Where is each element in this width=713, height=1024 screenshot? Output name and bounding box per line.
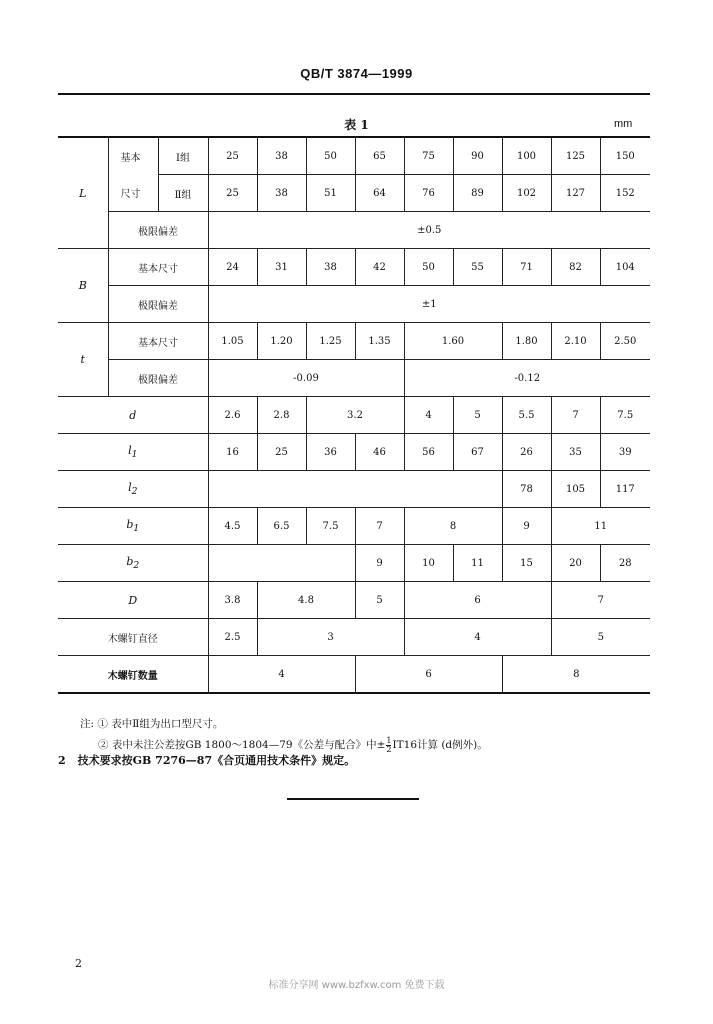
note-1 [80, 714, 488, 735]
symbol-l1-main: l [128, 443, 132, 457]
note-1-text: ① 表中Ⅱ组为出口型尺寸。 [97, 718, 224, 730]
table-row [58, 286, 650, 323]
symbol-b2-main: b [126, 554, 134, 568]
page-number: 2 [75, 957, 82, 970]
fraction-one-half [386, 737, 391, 754]
table-cell: 152 [600, 175, 650, 212]
table-cell: 4 [208, 656, 355, 694]
table-row [58, 471, 650, 508]
table-cell: 64 [355, 175, 404, 212]
symbol-b2 [58, 545, 208, 582]
table-cell: 150 [600, 137, 650, 175]
tolerance-value: ±0.5 [208, 212, 650, 249]
tolerance-label: 极限偏差 [108, 212, 208, 249]
table-cell: 5 [551, 619, 650, 656]
table-cell: 7 [355, 508, 404, 545]
table-cell: 3 [257, 619, 404, 656]
table-cell: 1.25 [306, 323, 355, 360]
table-cell: 105 [551, 471, 600, 508]
table-row [58, 582, 650, 619]
table-unit: mm [614, 118, 633, 130]
symbol-l1-sub: 1 [131, 449, 138, 461]
symbol-D: D [58, 582, 208, 619]
table-cell: 38 [257, 175, 306, 212]
table-cell: 25 [208, 175, 257, 212]
fraction-numerator: 1 [386, 735, 392, 745]
clause-text: 技术要求按GB 7276—87《合页通用技术条件》规定。 [77, 754, 356, 767]
table-cell: 6 [355, 656, 502, 694]
table-cell: 2.8 [257, 397, 306, 434]
table-cell: 5.5 [502, 397, 551, 434]
tolerance-value: ±1 [208, 286, 650, 323]
table-cell: 16 [208, 434, 257, 471]
screw-count-label: 木螺钉数量 [58, 656, 208, 694]
table-cell: 102 [502, 175, 551, 212]
table-cell: 11 [551, 508, 650, 545]
symbol-b1-sub: 1 [133, 523, 140, 535]
screw-diameter-label: 木螺钉直径 [58, 619, 208, 656]
table-cell: 2.6 [208, 397, 257, 434]
table-cell: 1.35 [355, 323, 404, 360]
table-cell: 7 [551, 397, 600, 434]
table-cell: 1.80 [502, 323, 551, 360]
table-cell: 7 [551, 582, 650, 619]
basic-size-label-top: 基本 [108, 137, 158, 175]
note-2-text-a: ② 表中未注公差按GB 1800～1804—79《公差与配合》中± [98, 739, 386, 751]
table-cell: 67 [453, 434, 502, 471]
group2-label: Ⅱ组 [158, 175, 208, 212]
table-caption: 表 1 [344, 118, 369, 132]
basic-size-label-bottom: 尺寸 [108, 175, 158, 212]
table-cell: 117 [600, 471, 650, 508]
table-cell: 25 [208, 137, 257, 175]
basic-size-label: 基本尺寸 [108, 323, 208, 360]
table-cell: 56 [404, 434, 453, 471]
table-cell: 8 [502, 656, 650, 694]
basic-size-label: 基本尺寸 [108, 249, 208, 286]
symbol-l1 [58, 434, 208, 471]
table-cell: 1.20 [257, 323, 306, 360]
notes-prefix: 注: [80, 718, 95, 730]
table-row [58, 508, 650, 545]
tolerance-value: -0.09 [208, 360, 404, 397]
symbol-l2-main: l [128, 480, 132, 494]
symbol-b2-sub: 2 [133, 560, 140, 572]
group1-label: Ⅰ组 [158, 137, 208, 175]
table-cell: 51 [306, 175, 355, 212]
table-cell: 127 [551, 175, 600, 212]
empty-cell [208, 471, 502, 508]
table-cell: 38 [257, 137, 306, 175]
table-row [58, 323, 650, 360]
end-rule [287, 798, 419, 800]
table-cell: 9 [502, 508, 551, 545]
table-cell: 76 [404, 175, 453, 212]
table-cell: 36 [306, 434, 355, 471]
table-cell: 9 [355, 545, 404, 582]
symbol-t: t [58, 323, 108, 397]
table-cell: 24 [208, 249, 257, 286]
table-cell: 3.8 [208, 582, 257, 619]
table-cell: 7.5 [600, 397, 650, 434]
watermark: 标准分享网 www.bzfxw.com 免费下载 [268, 980, 445, 991]
tolerance-label: 极限偏差 [108, 286, 208, 323]
symbol-b1-main: b [126, 517, 134, 531]
table-cell: 125 [551, 137, 600, 175]
table-cell: 11 [453, 545, 502, 582]
table-cell: 5 [355, 582, 404, 619]
table-cell: 5 [453, 397, 502, 434]
table-cell: 42 [355, 249, 404, 286]
table-row [58, 360, 650, 397]
empty-cell [208, 545, 355, 582]
table-cell: 3.2 [306, 397, 404, 434]
table-cell: 7.5 [306, 508, 355, 545]
symbol-l2-sub: 2 [131, 486, 138, 498]
table-cell: 10 [404, 545, 453, 582]
table-cell: 31 [257, 249, 306, 286]
header-rule [58, 93, 650, 95]
table-cell: 38 [306, 249, 355, 286]
table-row [58, 175, 650, 212]
table-cell: 50 [306, 137, 355, 175]
table-cell: 90 [453, 137, 502, 175]
table-cell: 4 [404, 619, 551, 656]
table-row [58, 249, 650, 286]
symbol-d: d [58, 397, 208, 434]
table-cell: 71 [502, 249, 551, 286]
table-cell: 2.50 [600, 323, 650, 360]
table-cell: 6 [404, 582, 551, 619]
table-cell: 6.5 [257, 508, 306, 545]
table-cell: 8 [404, 508, 502, 545]
tolerance-label: 极限偏差 [108, 360, 208, 397]
table-cell: 50 [404, 249, 453, 286]
table-cell: 20 [551, 545, 600, 582]
table-cell: 4.8 [257, 582, 355, 619]
table-cell: 78 [502, 471, 551, 508]
table-cell: 104 [600, 249, 650, 286]
table-cell: 2.10 [551, 323, 600, 360]
table-cell: 25 [257, 434, 306, 471]
table-row [58, 212, 650, 249]
table-cell: 4 [404, 397, 453, 434]
table-notes [80, 714, 488, 756]
tolerance-value: -0.12 [404, 360, 650, 397]
table-cell: 1.60 [404, 323, 502, 360]
symbol-b1 [58, 508, 208, 545]
table-cell: 2.5 [208, 619, 257, 656]
symbol-B: B [58, 249, 108, 323]
table-cell: 82 [551, 249, 600, 286]
fraction-denominator: 2 [386, 744, 392, 754]
clause-2 [58, 752, 355, 768]
table-cell: 75 [404, 137, 453, 175]
note-2-text-b: IT16计算 (d例外)。 [392, 739, 488, 751]
clause-number: 2 [58, 754, 66, 767]
table-cell: 28 [600, 545, 650, 582]
table-row [58, 397, 650, 434]
table-cell: 39 [600, 434, 650, 471]
table-row [58, 137, 650, 175]
table-cell: 1.05 [208, 323, 257, 360]
table-cell: 4.5 [208, 508, 257, 545]
table-row [58, 619, 650, 656]
table-row [58, 434, 650, 471]
table-cell: 100 [502, 137, 551, 175]
table-cell: 46 [355, 434, 404, 471]
standard-code-header: QB/T 3874—1999 [300, 66, 413, 81]
table-cell: 26 [502, 434, 551, 471]
table-row [58, 545, 650, 582]
symbol-L: L [58, 137, 108, 249]
table-cell: 35 [551, 434, 600, 471]
symbol-l2 [58, 471, 208, 508]
table-cell: 89 [453, 175, 502, 212]
table-cell: 15 [502, 545, 551, 582]
dimensions-table [58, 136, 650, 694]
table-cell: 65 [355, 137, 404, 175]
table-cell: 55 [453, 249, 502, 286]
table-row [58, 656, 650, 694]
